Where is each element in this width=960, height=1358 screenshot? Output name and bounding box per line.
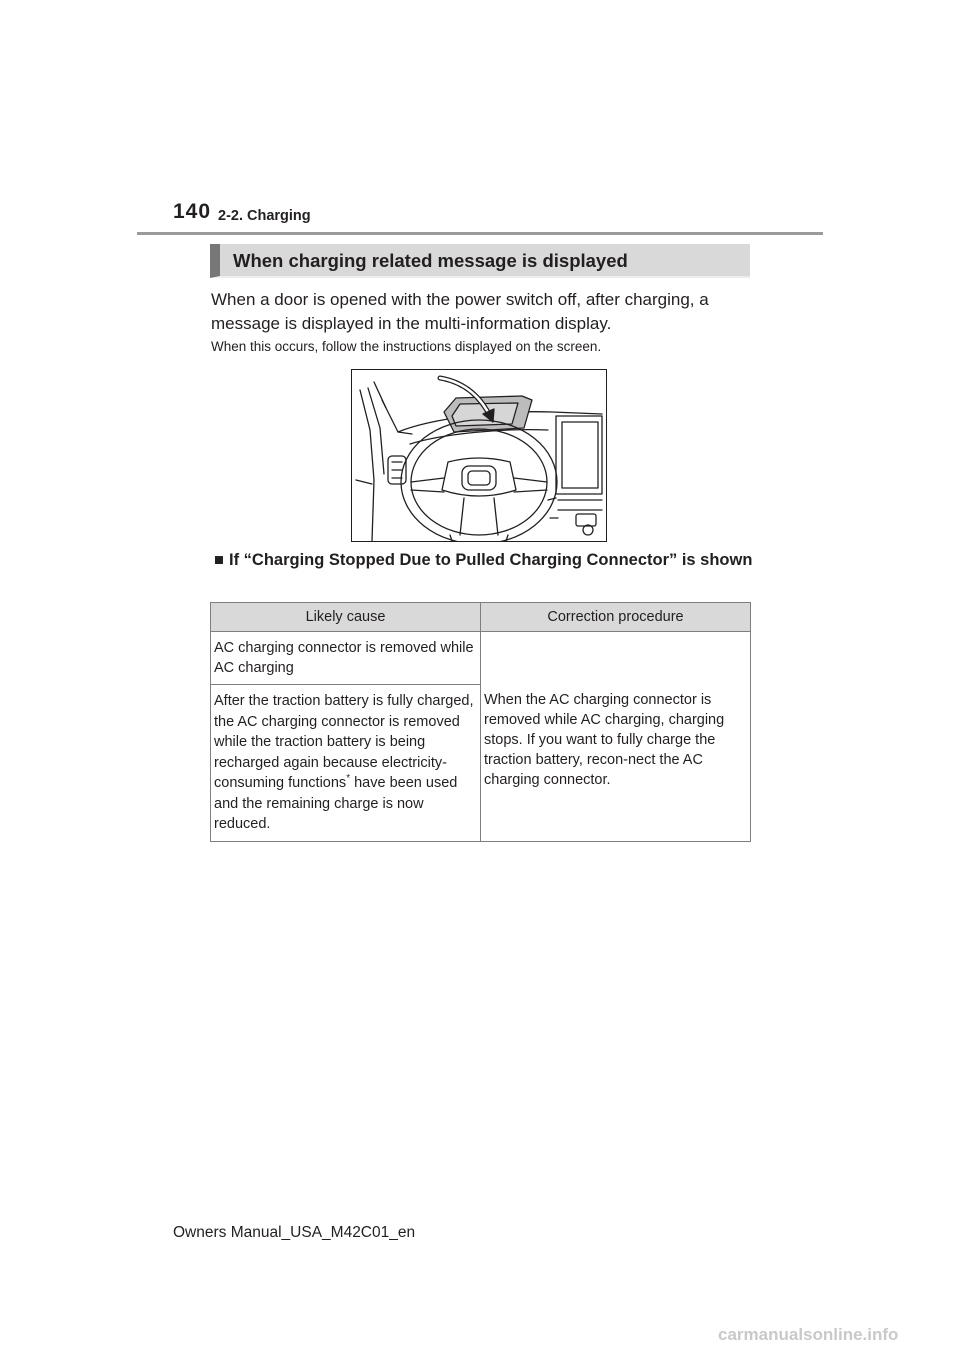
square-bullet-icon: ■ xyxy=(214,551,224,569)
subheading-text: If “Charging Stopped Due to Pulled Charging Connector” is shown xyxy=(229,551,753,569)
instruction-note: When this occurs, follow the instructions displayed on the screen. xyxy=(211,339,602,354)
subheading xyxy=(214,549,754,572)
column-header-correction-procedure: Correction procedure xyxy=(481,603,751,632)
intro-paragraph: When a door is opened with the power switch off, after charging, a message is displayed in the multi-information display. xyxy=(211,290,709,333)
section-heading xyxy=(210,244,750,278)
column-header-likely-cause: Likely cause xyxy=(211,603,481,632)
table-header-row xyxy=(211,603,751,632)
likely-cause-cell: AC charging connector is removed while AC charging xyxy=(211,632,481,685)
likely-cause-text: After the traction battery is fully charged, the AC charging connector is removed while the traction battery is being recharged again because electricity-consuming functions xyxy=(214,693,474,791)
table-row xyxy=(211,632,751,685)
footnote-marker: * xyxy=(346,773,351,785)
likely-cause-cell xyxy=(211,685,481,842)
likely-cause-text-continued: have been used and the remaining charge is now reduced. xyxy=(214,775,458,832)
correction-procedure-cell: When the AC charging connector is removed while AC charging, charging stops. If you want to fully charge the traction battery, recon-nect the AC charging connector. xyxy=(481,632,751,842)
cause-correction-table xyxy=(210,602,751,842)
section-heading-text: When charging related message is displayed xyxy=(233,250,628,271)
dashboard-illustration xyxy=(351,369,607,542)
watermark: carmanualsonline.info xyxy=(718,1325,899,1344)
header-divider xyxy=(137,232,823,235)
section-title: 2-2. Charging xyxy=(218,208,311,224)
footer-manual-id: Owners Manual_USA_M42C01_en xyxy=(173,1224,416,1241)
page-number: 140 xyxy=(173,200,212,223)
